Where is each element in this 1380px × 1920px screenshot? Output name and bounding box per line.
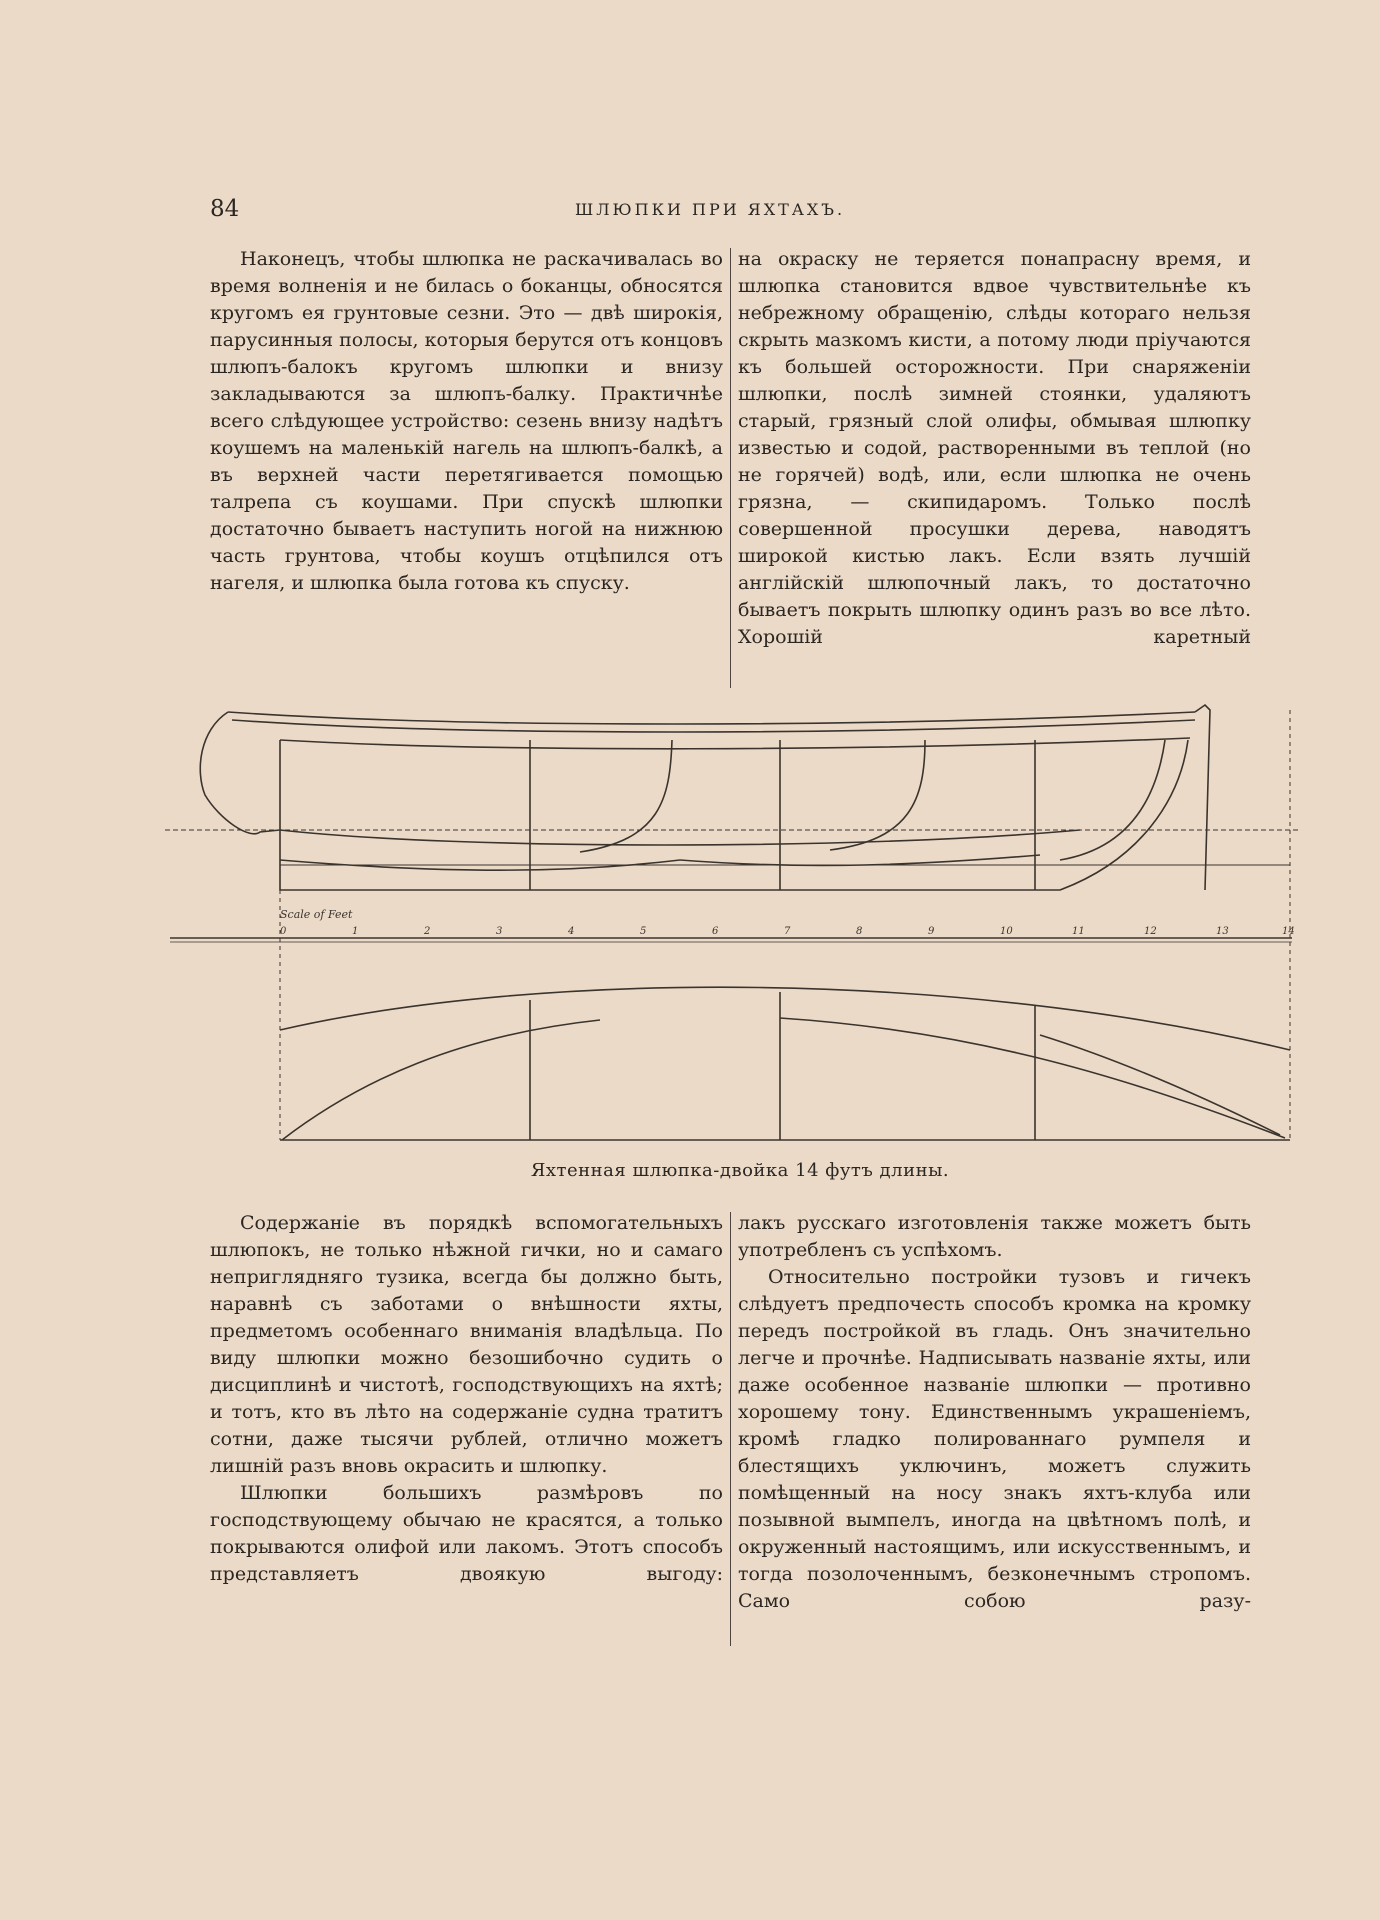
scale-number: 2 bbox=[424, 926, 431, 937]
running-title: ШЛЮПКИ ПРИ ЯХТАХЪ. bbox=[574, 200, 846, 219]
section-curve bbox=[580, 740, 672, 852]
column-rule bbox=[730, 1212, 731, 1646]
top-left-column bbox=[210, 246, 723, 688]
scale-number: 6 bbox=[712, 926, 719, 937]
paragraph: Наконецъ, чтобы шлюпка не раскачивалась во время волненія и не билась о боканцы, обносятся кругомъ ея грунтовые сезни. Это — двѣ широкія, парусинныя полосы, которыя берутся отъ концовъ шлюпъ-балокъ кругомъ шлюпки и внизу закладываются за шлюпъ-балку. Практичнѣе всего слѣдующее устройство: сезень внизу надѣтъ коушемъ на маленькій нагель на шлюпъ-балкѣ, а въ верхней части перетягивается помощью талрепа съ коушами. При спускѣ шлюпки достаточно бываетъ наступить ногой на нижнюю часть грунтова, чтобы коушъ отцѣпился отъ нагеля, и шлюпка была готова къ спуску. bbox=[210, 248, 723, 594]
paragraph: лакъ русскаго изготовленія также можетъ быть употребленъ съ успѣхомъ. bbox=[738, 1212, 1251, 1261]
scale-number: 10 bbox=[1000, 926, 1013, 937]
scale-number: 1 bbox=[352, 926, 359, 937]
rub-rail-line bbox=[280, 738, 1190, 749]
section-curve bbox=[1060, 740, 1165, 860]
top-text-columns bbox=[210, 246, 1265, 688]
scale-number: 3 bbox=[496, 926, 503, 937]
figure-caption: Яхтенная шлюпка-двойка 14 футъ длины. bbox=[530, 1160, 950, 1181]
transom-outline bbox=[1195, 705, 1210, 890]
scale-number: 4 bbox=[568, 926, 575, 937]
paragraph: Шлюпки большихъ размѣровъ по господствующему обычаю не красятся, а только покрываются олифой или лакомъ. Этотъ способъ представляетъ двоякую выгоду: bbox=[210, 1482, 723, 1585]
page-header bbox=[210, 196, 1290, 226]
scale-number: 13 bbox=[1216, 926, 1229, 937]
bottom-text-columns bbox=[210, 1210, 1265, 1646]
top-right-column bbox=[738, 246, 1251, 688]
scale-number: 9 bbox=[928, 926, 935, 937]
scale-number: 8 bbox=[856, 926, 863, 937]
scale-number: 12 bbox=[1144, 926, 1157, 937]
boat-lines-plan bbox=[160, 700, 1300, 1150]
keel-line bbox=[280, 830, 1080, 845]
plan-waterline bbox=[1040, 1035, 1280, 1135]
page-number: 84 bbox=[210, 196, 240, 222]
scale-label: Scale of Feet bbox=[280, 908, 353, 921]
paragraph: Содержаніе въ порядкѣ вспомогательныхъ шлюпокъ, не только нѣжной гички, но и самаго неприглядняго тузика, всегда бы должно быть, наравнѣ съ заботами о внѣшности яхты, предметомъ особеннаго вниманія владѣльца. По виду шлюпки можно безошибочно судить о дисциплинѣ и чистотѣ, господствующихъ на яхтѣ; и тотъ, кто въ лѣто на содержаніе судна тратитъ сотни, даже тысячи рублей, отлично можетъ лишній разъ вновь окрасить и шлюпку. bbox=[210, 1212, 723, 1477]
scale-number: 7 bbox=[784, 926, 791, 937]
scale-number: 11 bbox=[1072, 926, 1085, 937]
waterline-curve bbox=[680, 855, 1040, 865]
hull-bottom-outline bbox=[280, 740, 1188, 890]
paragraph: Относительно постройки тузовъ и гичекъ слѣдуетъ предпочесть способъ кромка на кромку передъ постройкой въ гладь. Онъ значительно легче и прочнѣе. Надписывать названіе яхты, или даже особенное названіе шлюпки — противно хорошему тону. Единственнымъ украшеніемъ, кромѣ гладко полированнаго румпеля и блестящихъ уключинъ, можетъ служить помѣщенный на носу знакъ яхтъ-клуба или позывной вымпелъ, иногда на цвѣтномъ полѣ, и окруженный настоящимъ, или искусственнымъ, и тогда позолоченнымъ, безконечнымъ стропомъ. Само собою разу- bbox=[738, 1266, 1251, 1612]
section-curve bbox=[830, 740, 925, 850]
scale-number: 14 bbox=[1282, 926, 1295, 937]
bottom-left-column bbox=[210, 1210, 723, 1646]
paragraph: на окраску не теряется понапрасну время, и шлюпка становится вдвое чувствительнѣе къ небрежному обращенію, слѣды котораго нельзя скрыть мазкомъ кисти, а потому люди пріучаются къ большей осторожности. При снаряженіи шлюпки, послѣ зимней стоянки, удаляютъ старый, грязный слой олифы, обмывая шлюпку известью и содой, растворенными въ теплой (но не горячей) водѣ, или, если шлюпка не очень грязна, — скипидаромъ. Только послѣ совершенной просушки дерева, наводятъ широкой кистью лакъ. Если взять лучшій англійскій шлюпочный лакъ, то достаточно бываетъ покрыть шлюпку одинъ разъ во все лѣто. Хорошій каретный bbox=[738, 248, 1251, 648]
plan-waterline bbox=[282, 1020, 600, 1140]
boat-drawing bbox=[160, 700, 1300, 1150]
sheer-line bbox=[228, 712, 1195, 724]
bow-stem-outline bbox=[200, 712, 280, 834]
scale-number: 5 bbox=[640, 926, 647, 937]
gunwale-line bbox=[232, 720, 1195, 732]
scale-number: 0 bbox=[280, 926, 287, 937]
bottom-right-column bbox=[738, 1210, 1251, 1646]
plan-waterline bbox=[780, 1018, 1285, 1138]
column-rule bbox=[730, 248, 731, 688]
